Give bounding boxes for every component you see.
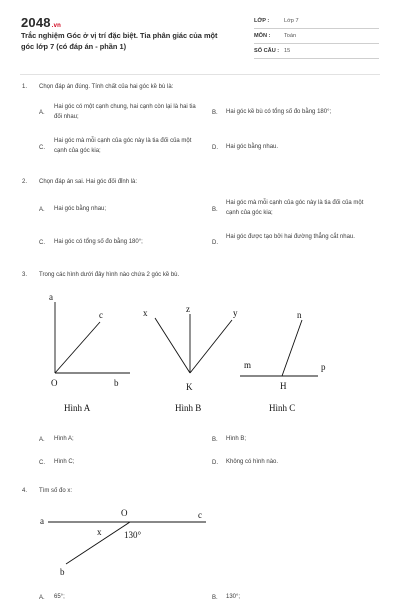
- fig-c-caption: Hình C: [269, 403, 296, 413]
- fig-a-label-o: O: [51, 378, 58, 388]
- q2-number: 2.: [22, 179, 28, 185]
- q4-label-c: c: [198, 510, 202, 520]
- meta-subject-label: MÔN :: [254, 33, 271, 39]
- q4-label-a: a: [40, 516, 44, 526]
- fig-b-caption: Hình B: [175, 403, 202, 413]
- q2-option-b-text[interactable]: Hai góc mà mỗi cạnh của góc này là tia đối của một cạnh của góc kia;: [226, 200, 364, 216]
- q3-option-b-letter[interactable]: B.: [212, 437, 218, 443]
- fig-b-label-x: x: [143, 308, 148, 318]
- q4-label-o: O: [121, 508, 128, 518]
- logo-text: 2048: [21, 15, 51, 30]
- meta-class: [254, 15, 379, 29]
- fig-a-ray-oc: [55, 322, 100, 373]
- meta-count-value: 15: [284, 48, 291, 54]
- q3-option-c-text[interactable]: Hình C;: [54, 459, 75, 465]
- fig-b-label-z: z: [186, 304, 190, 314]
- q3-option-a-text[interactable]: Hình A;: [54, 436, 74, 442]
- meta-class-label: LỚP :: [254, 18, 270, 24]
- fig-b-ray-kx: [155, 318, 190, 373]
- site-logo[interactable]: [21, 15, 61, 30]
- q1-option-a-letter[interactable]: A.: [39, 110, 45, 116]
- q1-option-d-text[interactable]: Hai góc bằng nhau.: [226, 144, 279, 150]
- q1-option-c-letter[interactable]: C.: [39, 145, 45, 151]
- q2-option-c-text[interactable]: Hai góc có tổng số đo bằng 180°;: [54, 239, 143, 245]
- fig-c-label-h: H: [280, 381, 287, 391]
- q1-option-b-text[interactable]: Hai góc kề bù có tổng số đo bằng 180°;: [226, 109, 332, 115]
- q3-option-c-letter[interactable]: C.: [39, 460, 45, 466]
- fig-b-label-k: K: [186, 382, 193, 392]
- q2-option-d-text[interactable]: Hai góc được tạo bởi hai đường thẳng cắt nhau.: [226, 234, 355, 240]
- logo-suffix: .vn: [51, 23, 62, 29]
- q4-option-a-letter[interactable]: A.: [39, 595, 45, 601]
- meta-subject: [254, 30, 379, 44]
- q4-ray-ob: [66, 522, 130, 564]
- fig-b-label-y: y: [233, 308, 238, 318]
- meta-count: [254, 45, 379, 59]
- q4-option-b-text[interactable]: 130°;: [226, 594, 241, 600]
- q3-option-a-letter[interactable]: A.: [39, 437, 45, 443]
- fig-b-ray-ky: [190, 320, 232, 373]
- meta-subject-value: Toán: [284, 33, 297, 39]
- q4-label-b: b: [60, 567, 65, 577]
- q2-option-a-letter[interactable]: A.: [39, 207, 45, 213]
- q4-number: 4.: [22, 488, 28, 494]
- q2-option-c-letter[interactable]: C.: [39, 240, 45, 246]
- fig-c-ray-hn: [282, 320, 302, 376]
- fig-a-label-b: b: [114, 378, 119, 388]
- page-title: Trắc nghiệm Góc ở vị trí đặc biệt. Tia phân giác của một góc lớp 7 (có đáp án - phần 1): [21, 31, 218, 51]
- fig-c-label-p: p: [321, 362, 326, 372]
- q1-option-a-text[interactable]: Hai góc có một cạnh chung, hai cạnh còn lại là hai tia đối nhau;: [54, 104, 196, 120]
- q2-option-a-text[interactable]: Hai góc bằng nhau;: [54, 206, 107, 212]
- header-divider: [20, 74, 380, 75]
- q3-option-d-letter[interactable]: D.: [212, 460, 218, 466]
- fig-a-caption: Hình A: [64, 403, 91, 413]
- q4-text: Tìm số đo x:: [39, 488, 73, 494]
- q4-option-a-text[interactable]: 65°;: [54, 594, 65, 600]
- q1-text: Chọn đáp án đúng. Tính chất của hai góc kề bù là:: [39, 84, 174, 90]
- q1-option-d-letter[interactable]: D.: [212, 145, 218, 151]
- q3-option-b-text[interactable]: Hình B;: [226, 436, 247, 442]
- q3-option-d-text[interactable]: Không có hình nào.: [226, 459, 279, 465]
- q2-option-d-letter[interactable]: D.: [212, 240, 218, 246]
- fig-a-label-c: c: [99, 310, 103, 320]
- q1-option-b-letter[interactable]: B.: [212, 110, 218, 116]
- q2-text: Chọn đáp án sai. Hai góc đối đỉnh là:: [39, 179, 138, 185]
- q3-number: 3.: [22, 272, 28, 278]
- q1-number: 1.: [22, 84, 28, 90]
- q4-option-b-letter[interactable]: B.: [212, 595, 218, 601]
- fig-a-label-a: a: [49, 292, 53, 302]
- q4-label-angle: 130°: [124, 530, 142, 540]
- fig-c-label-n: n: [297, 310, 302, 320]
- q1-option-c-text[interactable]: Hai góc mà mỗi cạnh của góc này là tia đối của một cạnh của góc kia;: [54, 138, 192, 154]
- meta-count-label: SỐ CÂU :: [254, 48, 280, 54]
- fig-c-label-m: m: [244, 360, 252, 370]
- q4-label-x: x: [97, 527, 102, 537]
- q2-option-b-letter[interactable]: B.: [212, 207, 218, 213]
- q3-text: Trong các hình dưới đây hình nào chứa 2 góc kề bù.: [39, 272, 180, 278]
- meta-class-value: Lớp 7: [284, 18, 299, 24]
